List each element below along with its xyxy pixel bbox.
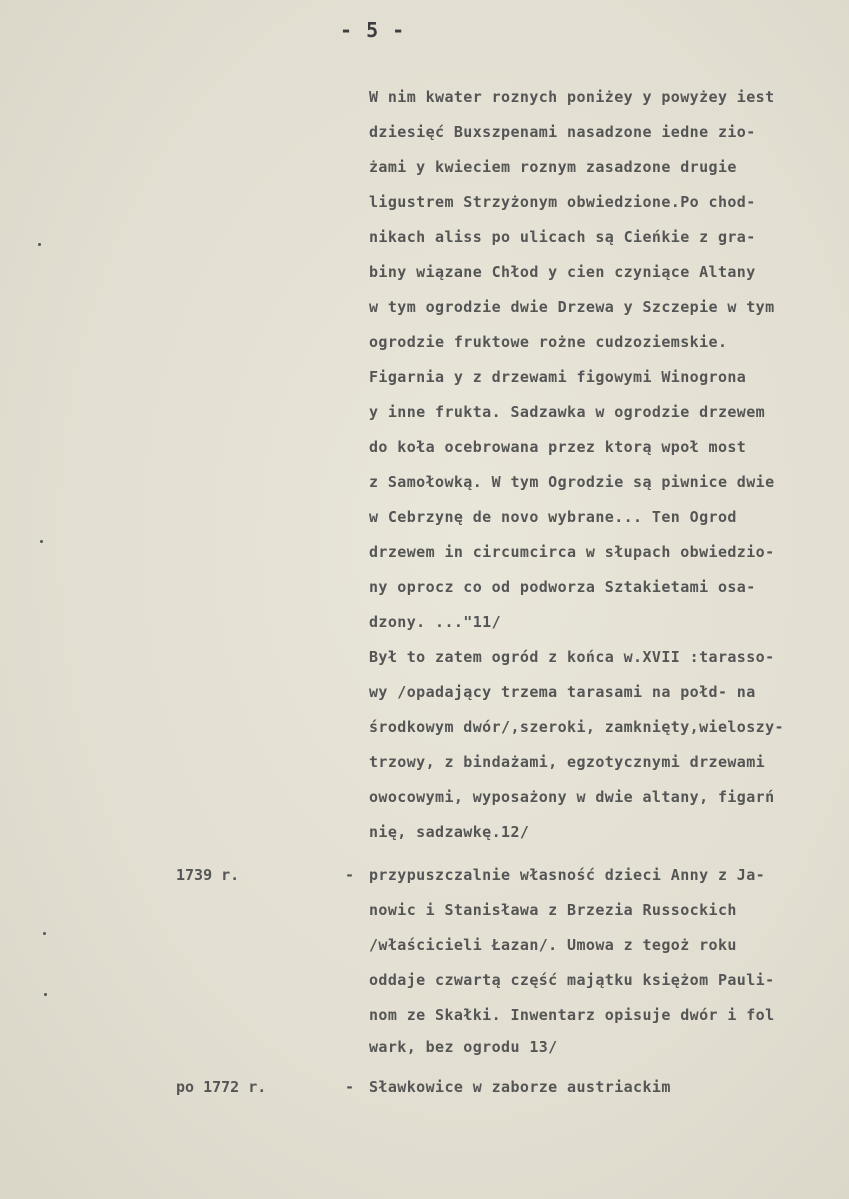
text-line: w Cebrzynę de novo wybrane... Ten Ogrod bbox=[369, 508, 737, 526]
text-line: ny oprocz co od podworza Sztakietami osa- bbox=[369, 578, 756, 596]
text-line: dzony. ..."11/ bbox=[369, 613, 502, 631]
text-line: żami y kwieciem roznym zasadzone drugie bbox=[369, 158, 737, 176]
text-line: y inne frukta. Sadzawka w ogrodzie drzewem bbox=[369, 403, 766, 421]
text-line: Był to zatem ogród z końca w.XVII :tarasso- bbox=[369, 648, 775, 666]
text-line: wark, bez ogrodu 13/ bbox=[369, 1038, 558, 1056]
text-line: /właścicieli Łazan/. Umowa z tegoż roku bbox=[369, 936, 737, 954]
text-line: przypuszczalnie własność dzieci Anny z Ja- bbox=[369, 866, 766, 884]
text-line: owocowymi, wyposażony w dwie altany, figarń bbox=[369, 788, 775, 806]
text-line: nikach aliss po ulicach są Cieńkie z gra- bbox=[369, 228, 756, 246]
text-line: nowic i Stanisława z Brzezia Russockich bbox=[369, 901, 737, 919]
text-line: Figarnia y z drzewami figowymi Winogrona bbox=[369, 368, 747, 386]
text-line: ogrodzie fruktowe rożne cudzoziemskie. bbox=[369, 333, 728, 351]
margin-dot bbox=[43, 932, 46, 935]
text-line: wy /opadający trzema tarasami na połd- na bbox=[369, 683, 756, 701]
text-line: Sławkowice w zaborze austriackim bbox=[369, 1078, 671, 1096]
text-line: w tym ogrodzie dwie Drzewa y Szczepie w tym bbox=[369, 298, 775, 316]
margin-dot bbox=[40, 540, 43, 543]
text-line: oddaje czwartą część majątku księżom Pauli- bbox=[369, 971, 775, 989]
text-line: W nim kwater roznych poniżey y powyżey iest bbox=[369, 88, 775, 106]
text-line: drzewem in circumcirca w słupach obwiedzio- bbox=[369, 543, 775, 561]
text-line: trzowy, z bindażami, egzotycznymi drzewami bbox=[369, 753, 766, 771]
entry-dash: - bbox=[345, 1078, 355, 1096]
entry-dash: - bbox=[345, 866, 355, 884]
entry-date: po 1772 r. bbox=[176, 1078, 267, 1096]
text-line: z Samołowką. W tym Ogrodzie są piwnice dwie bbox=[369, 473, 775, 491]
text-line: środkowym dwór/,szeroki, zamknięty,wieloszy- bbox=[369, 718, 784, 736]
margin-dot bbox=[44, 993, 47, 996]
text-line: do koła ocebrowana przez ktorą wpoł most bbox=[369, 438, 747, 456]
entry-date: 1739 r. bbox=[176, 866, 240, 884]
text-line: nom ze Skałki. Inwentarz opisuje dwór i fol bbox=[369, 1006, 775, 1024]
text-line: nię, sadzawkę.12/ bbox=[369, 823, 530, 841]
margin-dot bbox=[38, 243, 41, 246]
text-line: biny wiązane Chłod y cien czyniące Altany bbox=[369, 263, 756, 281]
text-line: ligustrem Strzyżonym obwiedzione.Po chod- bbox=[369, 193, 756, 211]
page-number: - 5 - bbox=[340, 18, 406, 42]
text-line: dziesięć Buxszpenami nasadzone iedne zio- bbox=[369, 123, 756, 141]
